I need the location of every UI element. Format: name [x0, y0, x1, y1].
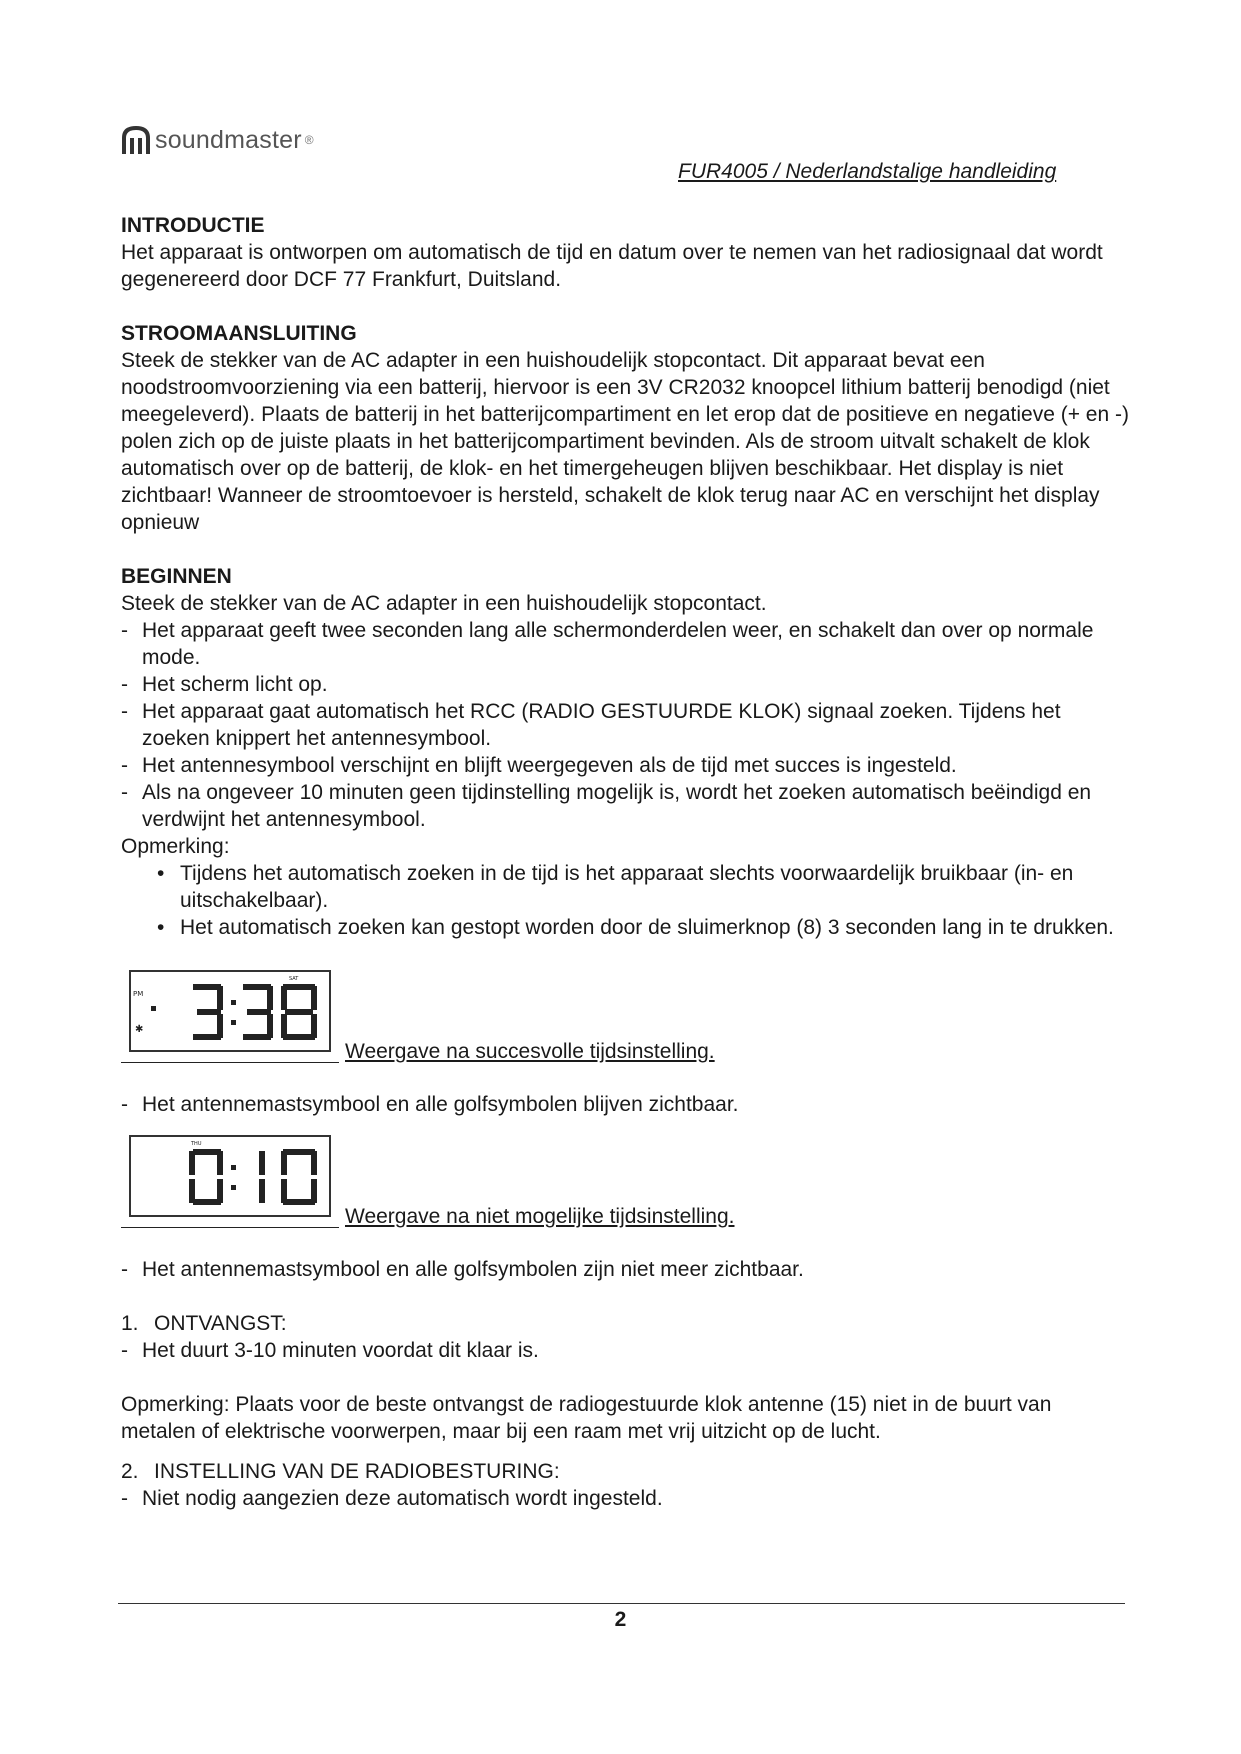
lcd-display-success — [129, 970, 331, 1052]
svg-text:PM: PM — [133, 990, 144, 998]
footer-divider — [118, 1603, 1125, 1604]
display-success-figure — [121, 976, 1131, 1063]
power-text: Steek de stekker van de AC adapter in een huishoudelijk stopcontact. Dit apparaat bevat een noodstroomvoorziening via een batterij, hiervoor is een 3V CR2032 knoopcel lithium batterij benodigd (niet meegeleverd). Plaats de batterij in het batterijcompartiment en let erop dat de positieve en negatieve (+ en -) polen zich op de juiste plaats in het batterijcompartiment bevinden. Als de stroom uitvalt schakelt de klok automatisch over op de batterij, de klok- en het timergeheugen blijven beschikbaar. Het display is niet zichtbaar! Wanneer de stroomtoevoer is hersteld, schakelt de klok terug naar AC en verschijnt het display opnieuw — [121, 349, 1129, 534]
list-item: - Niet nodig aangezien deze automatisch wordt ingesteld. — [121, 1487, 663, 1510]
list-item: - Het antennesymbool verschijnt en blijft weergegeven als de tijd met succes is ingesteld. — [121, 754, 957, 777]
list-item: - Het duurt 3-10 minuten voordat dit klaar is. — [121, 1339, 539, 1362]
page-number: 2 — [614, 1608, 627, 1631]
lcd-digits-0-10 — [131, 1137, 329, 1215]
note-label: Opmerking: — [121, 835, 230, 858]
section-1-heading: 1. ONTVANGST: — [121, 1312, 287, 1335]
list-item: - Als na ongeveer 10 minuten geen tijdinstelling mogelijk is, wordt het zoeken automatisch beëindigd en verdwijnt het antennesymbool. — [121, 781, 1092, 831]
section-2-heading: 2. INSTELLING VAN DE RADIOBESTURING: — [121, 1460, 560, 1483]
brand-logo — [121, 124, 314, 156]
note-item: • Tijdens het automatisch zoeken in de tijd is het apparaat slechts voorwaardelijk bruikbaar (in- en uitschakelbaar). — [157, 862, 1074, 912]
brand-name: soundmaster — [155, 125, 302, 154]
document-title: FUR4005 / Nederlandstalige handleiding — [678, 160, 1057, 183]
display-failure-figure — [121, 1141, 1131, 1228]
lcd-digits-3-38 — [131, 972, 329, 1050]
svg-text:✱: ✱ — [135, 1024, 144, 1035]
display-success-caption: Weergave na succesvolle tijdsinstelling. — [345, 1040, 715, 1063]
svg-text:SAT: SAT — [289, 976, 299, 982]
begin-heading: BEGINNEN — [121, 565, 232, 588]
power-heading: STROOMAANSLUITING — [121, 322, 357, 345]
list-item: - Het antennemastsymbool en alle golfsymbolen zijn niet meer zichtbaar. — [121, 1258, 804, 1281]
begin-intro: Steek de stekker van de AC adapter in een huishoudelijk stopcontact. — [121, 592, 767, 615]
intro-text: Het apparaat is ontworpen om automatisch de tijd en datum over te nemen van het radiosignaal dat wordt gegenereerd door DCF 77 Frankfurt, Duitsland. — [121, 241, 1103, 291]
display-failure-caption: Weergave na niet mogelijke tijdsinstelling. — [345, 1205, 735, 1228]
page-content — [121, 212, 1131, 1512]
list-item: - Het apparaat gaat automatisch het RCC (RADIO GESTUURDE KLOK) signaal zoeken. Tijdens het zoeken knippert het antennesymbool. — [121, 700, 1061, 750]
svg-text:THU: THU — [191, 1141, 202, 1147]
section-1-note: Opmerking: Plaats voor de beste ontvangst de radiogestuurde klok antenne (15) niet in de buurt van metalen of elektrische voorwerpen, maar bij een raam met vrij uitzicht op de lucht. — [121, 1393, 1052, 1443]
intro-heading: INTRODUCTIE — [121, 214, 265, 237]
list-item: - Het apparaat geeft twee seconden lang alle schermonderdelen weer, en schakelt dan over op normale mode. — [121, 619, 1094, 669]
list-item: - Het scherm licht op. — [121, 673, 328, 696]
lcd-display-failure — [129, 1135, 331, 1217]
note-item: • Het automatisch zoeken kan gestopt worden door de sluimerknop (8) 3 seconden lang in te drukken. — [157, 916, 1114, 939]
soundmaster-logo-icon — [121, 124, 151, 156]
list-item: - Het antennemastsymbool en alle golfsymbolen blijven zichtbaar. — [121, 1093, 739, 1116]
registered-mark: ® — [304, 133, 314, 147]
